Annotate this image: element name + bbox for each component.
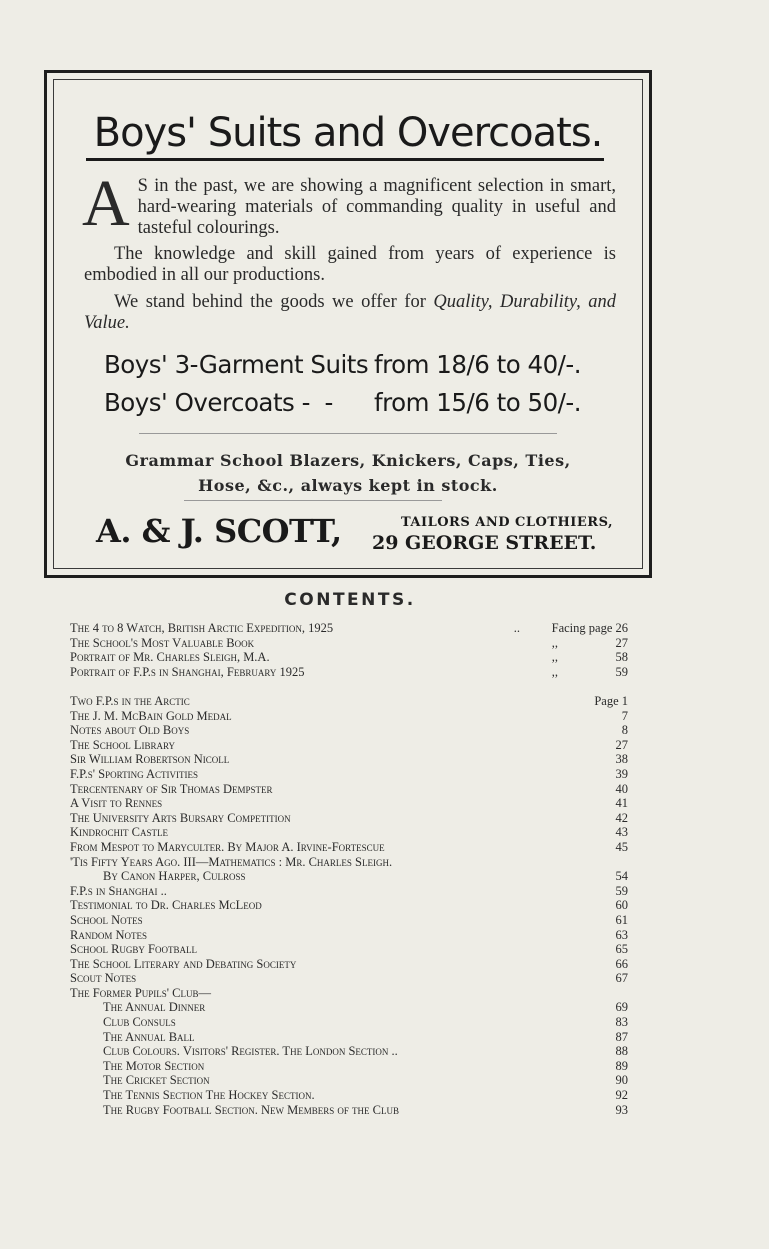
contents-row (70, 913, 630, 928)
contents-row (70, 767, 630, 782)
entry-page: Page 1 (594, 694, 628, 708)
advertisement-inner-frame (53, 79, 643, 569)
ditto-mark: ,, (551, 635, 558, 650)
price-label-suits: Boys' 3-Garment Suits (104, 350, 369, 379)
entry-title: Scout Notes (70, 971, 137, 986)
contents-row (70, 957, 630, 972)
contents-row (70, 1073, 630, 1088)
paragraph-3-italic: Quality, Durability, and Value. (84, 292, 616, 333)
contents-row (70, 942, 630, 957)
contents-row (70, 709, 630, 724)
entry-title: Random Notes (70, 927, 147, 942)
contents-row (70, 752, 630, 767)
contents-row (70, 898, 630, 913)
contents-row (70, 782, 630, 797)
ditto-mark: .. (513, 621, 520, 635)
entry-title: Kindrochit Castle (70, 825, 168, 840)
plate-title: The 4 to 8 Watch, British Arctic Expedition, 1925 (70, 621, 334, 635)
paragraph-3-lead: We stand behind the goods we offer for (114, 292, 426, 312)
entry-title: Testimonial to Dr. Charles McLeod (70, 898, 262, 913)
entry-page: 90 (615, 1073, 628, 1088)
price-line-suits (104, 350, 582, 379)
contents-row (70, 1015, 630, 1030)
plate-row (70, 636, 630, 651)
stock-notice (74, 448, 622, 498)
entry-page: 60 (615, 898, 628, 913)
contents-row (70, 1103, 630, 1118)
drop-cap: A (82, 167, 130, 240)
contents-row (70, 855, 630, 870)
entry-title: F.P.s' Sporting Activities (70, 766, 199, 781)
stock-line-1: Grammar School Blazers, Knickers, Caps, Ties, (125, 451, 571, 470)
plate-page: 27 (615, 635, 628, 650)
advert-title: Boys' Suits and Overcoats. (93, 110, 603, 156)
price-value-overcoats: from 15/6 to 50/-. (374, 388, 582, 417)
contents-row (70, 694, 630, 709)
entry-title: Club Consuls (103, 1015, 176, 1030)
entry-page: 42 (615, 810, 628, 825)
contents-row (70, 1059, 630, 1074)
plate-title: Portrait of F.P.s in Shanghai, February 1925 (70, 664, 305, 679)
entry-page: 59 (615, 883, 628, 898)
price-label-overcoats: Boys' Overcoats - - (104, 388, 333, 417)
ditto-mark: ,, (551, 664, 558, 679)
lower-rule (184, 500, 442, 501)
contents-heading: CONTENTS. (284, 590, 416, 610)
entry-title: The School Library (70, 737, 175, 752)
trade-description: TAILORS AND CLOTHIERS, (400, 515, 614, 530)
entry-page: 43 (615, 825, 628, 840)
entry-title: Two F.P.s in the Arctic (70, 694, 190, 708)
shop-address: 29 GEORGE STREET. (372, 532, 597, 554)
entry-page: 8 (621, 723, 628, 738)
plate-row (70, 650, 630, 665)
advert-paragraph-1 (82, 167, 616, 240)
entry-title: School Rugby Football (70, 942, 197, 957)
trade-block (372, 515, 642, 554)
contents-row (70, 796, 630, 811)
entry-title: The School Literary and Debating Society (70, 956, 297, 971)
entry-title: Tercentenary of Sir Thomas Dempster (70, 781, 273, 796)
advert-paragraph-3 (84, 292, 616, 334)
advert-paragraph-2: The knowledge and skill gained from years of experience is embodied in all our productions. (84, 244, 616, 285)
entry-title: 'Tis Fifty Years Ago. III—Mathematics : Mr. Charles Sleigh. (70, 854, 393, 869)
entry-page: 87 (615, 1029, 628, 1044)
plate-page: 58 (615, 650, 628, 665)
entry-title: A Visit to Rennes (70, 796, 163, 811)
plate-title: The School's Most Valuable Book (70, 635, 255, 650)
entry-page: 66 (615, 956, 628, 971)
entry-title: School Notes (70, 912, 143, 927)
entry-title: From Mespot to Maryculter. By Major A. Irvine-Fortescue (70, 839, 385, 854)
plate-row (70, 665, 630, 680)
advertisement-box (44, 70, 652, 578)
entry-title: F.P.s in Shanghai .. (70, 883, 167, 898)
contents-row (70, 840, 630, 855)
entry-page: 88 (615, 1044, 628, 1059)
entry-page: 54 (615, 869, 628, 884)
price-line-overcoats (104, 388, 582, 417)
entry-page: 39 (615, 766, 628, 781)
plates-list (70, 621, 630, 679)
contents-row (70, 738, 630, 753)
middle-rule (139, 433, 557, 434)
paragraph-1-text: S in the past, we are showing a magnificent selection in smart, hard-wearing materials of commanding quality in useful and tasteful colourings. (137, 176, 616, 238)
title-rule (86, 158, 604, 161)
entry-page: 92 (615, 1088, 628, 1103)
contents-row (70, 1000, 630, 1015)
contents-row (70, 825, 630, 840)
entry-page: 27 (615, 737, 628, 752)
entry-page: 38 (615, 752, 628, 767)
contents-row (70, 811, 630, 826)
entry-title: The Tennis Section The Hockey Section. (103, 1088, 315, 1103)
entry-title: The Rugby Football Section. New Members of the Club (103, 1102, 399, 1117)
advert-body (82, 167, 616, 340)
stock-line-2: Hose, &c., always kept in stock. (198, 476, 498, 495)
contents-row (70, 884, 630, 899)
plate-page: 59 (615, 664, 628, 679)
entry-title: Notes about Old Boys (70, 723, 190, 738)
entry-title: Club Colours. Visitors' Register. The London Section .. (103, 1044, 398, 1059)
plate-title: Portrait of Mr. Charles Sleigh, M.A. (70, 650, 270, 665)
contents-row (70, 928, 630, 943)
entry-title: The Motor Section (103, 1058, 205, 1073)
entry-page: 69 (615, 1000, 628, 1015)
entry-title: The Former Pupils' Club— (70, 985, 212, 1000)
contents-row (70, 869, 630, 884)
entry-page: 65 (615, 942, 628, 957)
contents-row (70, 723, 630, 738)
entry-title: The J. M. McBain Gold Medal (70, 708, 232, 723)
entry-page: 45 (615, 839, 628, 854)
entry-title: By Canon Harper, Culross (103, 869, 246, 884)
contents-list (70, 694, 630, 1117)
entry-page: 61 (615, 912, 628, 927)
entry-title: The University Arts Bursary Competition (70, 810, 291, 825)
plate-row (70, 621, 630, 636)
price-value-suits: from 18/6 to 40/-. (374, 350, 582, 379)
entry-page: 41 (615, 796, 628, 811)
ditto-mark: ,, (551, 650, 558, 665)
entry-title: Sir William Robertson Nicoll (70, 752, 230, 767)
brand-name: A. & J. SCOTT, (96, 512, 342, 550)
plate-page: Facing page 26 (551, 621, 628, 635)
entry-page: 40 (615, 781, 628, 796)
entry-page: 67 (615, 971, 628, 986)
entry-page: 93 (615, 1102, 628, 1117)
entry-page: 7 (621, 708, 628, 723)
entry-page: 83 (615, 1015, 628, 1030)
contents-row (70, 986, 630, 1001)
entry-title: The Annual Dinner (103, 1000, 206, 1015)
entry-page: 89 (615, 1058, 628, 1073)
contents-row (70, 971, 630, 986)
entry-page: 63 (615, 927, 628, 942)
contents-row (70, 1044, 630, 1059)
contents-row (70, 1088, 630, 1103)
entry-title: The Annual Ball (103, 1029, 195, 1044)
contents-row (70, 1030, 630, 1045)
entry-title: The Cricket Section (103, 1073, 210, 1088)
